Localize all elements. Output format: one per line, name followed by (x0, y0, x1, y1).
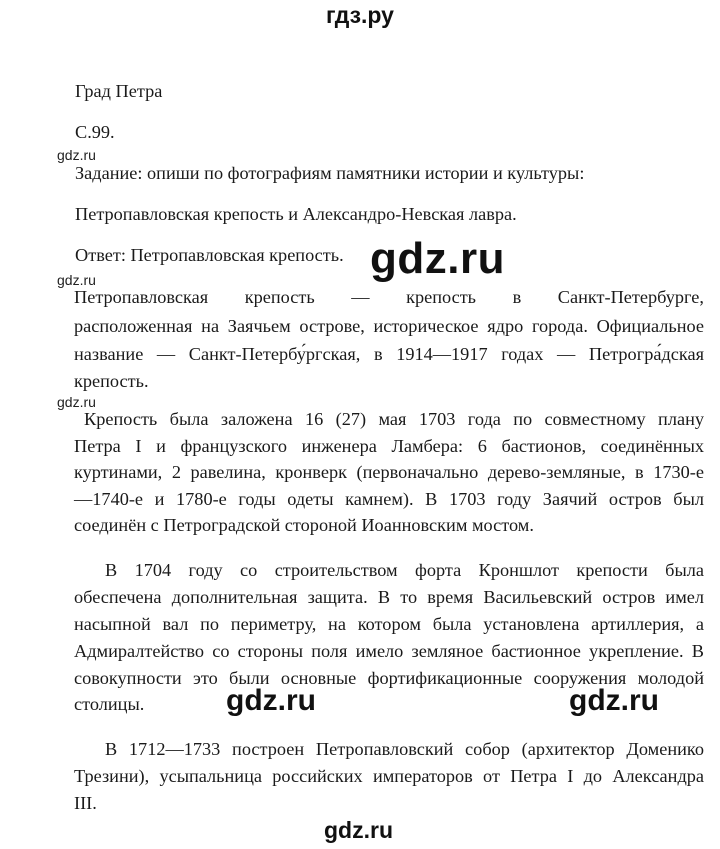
answer-heading: Ответ: Петропавловская крепость. (75, 245, 344, 265)
header-watermark: гдз.ру (326, 2, 394, 28)
watermark-mid-left: gdz.ru (226, 684, 316, 717)
paragraph-2-line-5: соединён с Петроградской стороной Иоанновским мостом. (74, 515, 534, 535)
paragraph-4-line-3: III. (74, 793, 97, 813)
watermark-small-1: gdz.ru (57, 147, 96, 163)
page-title: Град Петра (75, 81, 163, 101)
watermark-big: gdz.ru (370, 234, 505, 283)
watermark-small-2: gdz.ru (57, 272, 96, 288)
paragraph-3-line-4: Адмиралтейство со стороны поля имело земляное бастионное укрепление. В (74, 641, 704, 661)
paragraph-3-line-1: В 1704 году со строительством форта Кроншлот крепости была (105, 560, 704, 580)
paragraph-4-line-2: Трезини), усыпальница российских императоров от Петра I до Александра (74, 766, 704, 786)
watermark-mid-right: gdz.ru (569, 684, 659, 717)
paragraph-4-line-1: В 1712—1733 построен Петропавловский собор (архитектор Доменико (105, 739, 704, 759)
task-text: Задание: опиши по фотографиям памятники истории и культуры: (75, 163, 585, 183)
paragraph-3-line-3: насыпной вал по периметру, на котором была установлена артиллерия, а (74, 614, 704, 634)
paragraph-1-line-4: крепость. (74, 371, 149, 391)
paragraph-2-line-2: Петра I и французского инженера Ламбера: 6 бастионов, соединённых (74, 436, 704, 456)
footer-watermark: gdz.ru (324, 817, 393, 843)
paragraph-3-line-6: столицы. (74, 694, 145, 714)
paragraph-1-line-1: Петропавловская крепость — крепость в Санкт-Петербурге, (74, 287, 704, 307)
page-reference: С.99. (75, 122, 115, 142)
paragraph-1-line-2: расположенная на Заячьем острове, историческое ядро города. Официальное (74, 316, 704, 336)
task-objects: Петропавловская крепость и Александро-Невская лавра. (75, 204, 517, 224)
paragraph-3-line-5: совокупности это были основные фортификационные сооружения молодой (74, 668, 704, 688)
paragraph-2-line-1: Крепость была заложена 16 (27) мая 1703 года по совместному плану (84, 409, 704, 429)
paragraph-1-line-3: название — Санкт-Петербу́ргская, в 1914—1917 годах — Петрогра́дская (74, 344, 704, 364)
paragraph-2-line-3: куртинами, 2 равелина, кронверк (первоначально дерево-земляные, в 1730-е (74, 462, 704, 482)
paragraph-3-line-2: обеспечена дополнительная защита. В то время Васильевский остров имел (74, 587, 704, 607)
watermark-small-3: gdz.ru (57, 394, 96, 410)
paragraph-2-line-4: —1740-е и 1780-е годы одеты камнем). В 1703 году Заячий остров был (74, 489, 704, 509)
